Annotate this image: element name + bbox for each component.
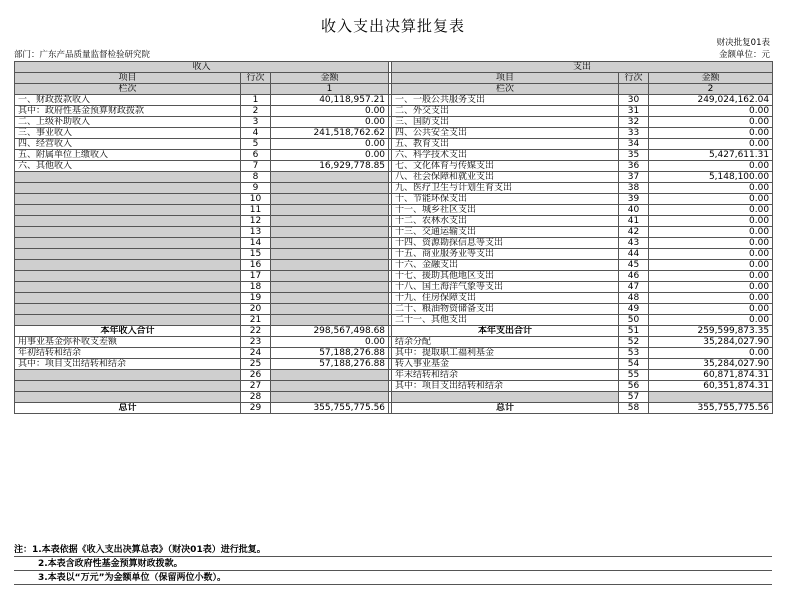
income-line-no: 1 — [241, 95, 271, 106]
income-amount — [271, 249, 389, 260]
income-amount: 0.00 — [271, 150, 389, 161]
expense-line-no: 34 — [619, 139, 649, 150]
income-item: 五、附属单位上缴收入 — [15, 150, 241, 161]
table-row — [15, 337, 773, 348]
income-amount — [271, 293, 389, 304]
income-amount — [271, 194, 389, 205]
table-row — [15, 370, 773, 381]
expense-line-no: 49 — [619, 304, 649, 315]
note-2: 2.本表含政府性基金预算财政拨款。 — [14, 557, 772, 571]
table-row — [15, 260, 773, 271]
expense-item: 十六、金融支出 — [392, 260, 619, 271]
expense-line-no: 37 — [619, 172, 649, 183]
expense-line-no: 53 — [619, 348, 649, 359]
expense-item: 十三、交通运输支出 — [392, 227, 619, 238]
expense-item: 二十一、其他支出 — [392, 315, 619, 326]
income-item: 一、财政拨款收入 — [15, 95, 241, 106]
income-line-no: 24 — [241, 348, 271, 359]
expense-item: 结余分配 — [392, 337, 619, 348]
expense-amount: 0.00 — [649, 260, 773, 271]
table-row — [15, 194, 773, 205]
income-item-header: 项目 — [15, 73, 241, 84]
table-row — [15, 139, 773, 150]
income-amount — [271, 172, 389, 183]
table-row — [15, 403, 773, 414]
income-amount — [271, 260, 389, 271]
expense-item: 年末结转和结余 — [392, 370, 619, 381]
table-row — [15, 381, 773, 392]
expense-item: 其中：提取职工福利基金 — [392, 348, 619, 359]
expense-amount: 0.00 — [649, 348, 773, 359]
expense-amount: 0.00 — [649, 205, 773, 216]
expense-item: 十四、资源勘探信息等支出 — [392, 238, 619, 249]
expense-line-no: 51 — [619, 326, 649, 337]
income-item: 本年收入合计 — [15, 326, 241, 337]
expense-line-no: 58 — [619, 403, 649, 414]
income-item — [15, 392, 241, 403]
expense-item: 十二、农林水支出 — [392, 216, 619, 227]
income-line-no: 12 — [241, 216, 271, 227]
expense-line-no: 43 — [619, 238, 649, 249]
table-row — [15, 271, 773, 282]
expense-section-header: 支出 — [392, 62, 773, 73]
income-line-no: 23 — [241, 337, 271, 348]
expense-item: 三、国防支出 — [392, 117, 619, 128]
income-line-no: 29 — [241, 403, 271, 414]
table-row — [15, 183, 773, 194]
table-row — [15, 216, 773, 227]
expense-line-no: 52 — [619, 337, 649, 348]
expense-line-no: 30 — [619, 95, 649, 106]
expense-line-no: 50 — [619, 315, 649, 326]
income-line-header: 行次 — [241, 73, 271, 84]
expense-item: 四、公共安全支出 — [392, 128, 619, 139]
income-amount — [271, 238, 389, 249]
income-item: 四、经营收入 — [15, 139, 241, 150]
income-item: 其中：项目支出结转和结余 — [15, 359, 241, 370]
table-row — [15, 161, 773, 172]
table-row — [15, 150, 773, 161]
income-line-no: 21 — [241, 315, 271, 326]
income-line-no: 27 — [241, 381, 271, 392]
expense-item: 转入事业基金 — [392, 359, 619, 370]
note-3: 3.本表以“万元”为金额单位（保留两位小数）。 — [14, 571, 772, 585]
income-item — [15, 172, 241, 183]
expense-amount: 0.00 — [649, 216, 773, 227]
expense-line-no: 56 — [619, 381, 649, 392]
income-amount: 241,518,762.62 — [271, 128, 389, 139]
income-item — [15, 194, 241, 205]
expense-amount: 0.00 — [649, 117, 773, 128]
expense-amount: 355,755,775.56 — [649, 403, 773, 414]
expense-line-header: 行次 — [619, 73, 649, 84]
income-line-no: 2 — [241, 106, 271, 117]
income-item: 三、事业收入 — [15, 128, 241, 139]
income-line-no: 28 — [241, 392, 271, 403]
expense-item: 十、节能环保支出 — [392, 194, 619, 205]
expense-item: 十五、商业服务业等支出 — [392, 249, 619, 260]
table-row — [15, 249, 773, 260]
income-item — [15, 238, 241, 249]
income-amount: 0.00 — [271, 139, 389, 150]
income-amount — [271, 271, 389, 282]
table-row — [15, 326, 773, 337]
expense-line-no: 35 — [619, 150, 649, 161]
income-amount — [271, 381, 389, 392]
expense-line-no: 32 — [619, 117, 649, 128]
column-header-row — [15, 73, 773, 84]
expense-line-no: 47 — [619, 282, 649, 293]
table-row — [15, 205, 773, 216]
department-label: 部门：广东产品质量监督检验研究院 — [14, 50, 151, 60]
income-line-no: 9 — [241, 183, 271, 194]
income-amount: 57,188,276.88 — [271, 359, 389, 370]
income-amount: 0.00 — [271, 117, 389, 128]
income-item — [15, 381, 241, 392]
expense-item: 十八、国土海洋气象等支出 — [392, 282, 619, 293]
income-item — [15, 282, 241, 293]
income-amount: 298,567,498.68 — [271, 326, 389, 337]
expense-item-header: 项目 — [392, 73, 619, 84]
income-line-no: 22 — [241, 326, 271, 337]
expense-line-no: 44 — [619, 249, 649, 260]
expense-item: 总计 — [392, 403, 619, 414]
table-row — [15, 392, 773, 403]
expense-amount: 5,427,611.31 — [649, 150, 773, 161]
income-line-no: 4 — [241, 128, 271, 139]
expense-line-no: 31 — [619, 106, 649, 117]
expense-amount: 60,871,874.31 — [649, 370, 773, 381]
expense-amount: 259,599,873.35 — [649, 326, 773, 337]
expense-amount — [649, 392, 773, 403]
income-line-no: 17 — [241, 271, 271, 282]
income-amount: 0.00 — [271, 106, 389, 117]
table-row — [15, 293, 773, 304]
expense-line-no: 40 — [619, 205, 649, 216]
income-amount — [271, 304, 389, 315]
income-line-no: 3 — [241, 117, 271, 128]
income-expense-table — [14, 61, 773, 414]
income-item — [15, 249, 241, 260]
income-item — [15, 304, 241, 315]
income-amount — [271, 183, 389, 194]
income-line-no: 19 — [241, 293, 271, 304]
table-row — [15, 117, 773, 128]
income-line-no: 25 — [241, 359, 271, 370]
expense-item — [392, 392, 619, 403]
section-header-row — [15, 62, 773, 73]
amount-unit: 金额单位：元 — [718, 50, 770, 60]
table-row — [15, 315, 773, 326]
table-row — [15, 238, 773, 249]
income-column-label: 栏次 — [15, 84, 241, 95]
table-row — [15, 359, 773, 370]
expense-item: 十九、住房保障支出 — [392, 293, 619, 304]
income-item: 年初结转和结余 — [15, 348, 241, 359]
expense-amount: 0.00 — [649, 293, 773, 304]
income-amount — [271, 315, 389, 326]
form-code: 财决批复01表 — [716, 38, 770, 48]
income-line-no: 20 — [241, 304, 271, 315]
expense-line-no: 41 — [619, 216, 649, 227]
income-item: 用事业基金弥补收支差额 — [15, 337, 241, 348]
expense-line-no: 46 — [619, 271, 649, 282]
income-amount: 16,929,778.85 — [271, 161, 389, 172]
income-item — [15, 271, 241, 282]
expense-amount: 0.00 — [649, 271, 773, 282]
expense-item: 十一、城乡社区支出 — [392, 205, 619, 216]
expense-item: 二、外交支出 — [392, 106, 619, 117]
expense-line-no: 45 — [619, 260, 649, 271]
income-item — [15, 260, 241, 271]
income-section-header: 收入 — [15, 62, 389, 73]
income-item: 六、其他收入 — [15, 161, 241, 172]
table-row — [15, 172, 773, 183]
income-item — [15, 205, 241, 216]
income-line-no: 13 — [241, 227, 271, 238]
expense-line-no: 36 — [619, 161, 649, 172]
table-row — [15, 348, 773, 359]
income-item — [15, 183, 241, 194]
table-row — [15, 282, 773, 293]
income-line-no: 6 — [241, 150, 271, 161]
expense-item: 六、科学技术支出 — [392, 150, 619, 161]
expense-amount: 0.00 — [649, 249, 773, 260]
income-line-no: 26 — [241, 370, 271, 381]
expense-line-no: 48 — [619, 293, 649, 304]
income-item — [15, 216, 241, 227]
expense-amount: 0.00 — [649, 128, 773, 139]
income-item: 总计 — [15, 403, 241, 414]
expense-line-no: 33 — [619, 128, 649, 139]
income-item — [15, 227, 241, 238]
table-row — [15, 128, 773, 139]
income-amount — [271, 392, 389, 403]
income-line-no: 7 — [241, 161, 271, 172]
income-line-no: 5 — [241, 139, 271, 150]
expense-item: 本年支出合计 — [392, 326, 619, 337]
expense-item: 九、医疗卫生与计划生育支出 — [392, 183, 619, 194]
expense-line-no: 54 — [619, 359, 649, 370]
table-row — [15, 227, 773, 238]
expense-item: 五、教育支出 — [392, 139, 619, 150]
table-row — [15, 106, 773, 117]
income-amount: 57,188,276.88 — [271, 348, 389, 359]
income-column-number: 1 — [271, 84, 389, 95]
table-row — [15, 95, 773, 106]
income-amount — [271, 370, 389, 381]
income-amount — [271, 282, 389, 293]
income-amount — [271, 216, 389, 227]
income-item — [15, 293, 241, 304]
expense-amount: 0.00 — [649, 106, 773, 117]
income-line-no: 15 — [241, 249, 271, 260]
income-amount: 355,755,775.56 — [271, 403, 389, 414]
expense-amount: 0.00 — [649, 194, 773, 205]
expense-amount: 249,024,162.04 — [649, 95, 773, 106]
column-number-row — [15, 84, 773, 95]
expense-amount: 35,284,027.90 — [649, 359, 773, 370]
income-line-no: 18 — [241, 282, 271, 293]
expense-item: 其中：项目支出结转和结余 — [392, 381, 619, 392]
income-line-no: 10 — [241, 194, 271, 205]
expense-amount: 60,351,874.31 — [649, 381, 773, 392]
income-line-no: 11 — [241, 205, 271, 216]
expense-item: 七、文化体育与传媒支出 — [392, 161, 619, 172]
expense-item: 十七、援助其他地区支出 — [392, 271, 619, 282]
note-1: 注：1.本表依据《收入支出决算总表》（财决01表）进行批复。 — [14, 543, 772, 557]
expense-amount: 0.00 — [649, 161, 773, 172]
expense-amount: 5,148,100.00 — [649, 172, 773, 183]
income-amount — [271, 205, 389, 216]
income-item — [15, 370, 241, 381]
income-amount: 0.00 — [271, 337, 389, 348]
expense-item: 八、社会保障和就业支出 — [392, 172, 619, 183]
table-row — [15, 304, 773, 315]
expense-amount: 0.00 — [649, 183, 773, 194]
expense-line-no: 57 — [619, 392, 649, 403]
income-item — [15, 315, 241, 326]
income-line-no: 8 — [241, 172, 271, 183]
page-title: 收入支出决算批复表 — [320, 17, 465, 35]
income-line-no: 14 — [241, 238, 271, 249]
expense-amount: 0.00 — [649, 238, 773, 249]
expense-amount-header: 金额 — [649, 73, 773, 84]
expense-line-no: 39 — [619, 194, 649, 205]
expense-item: 一、一般公共服务支出 — [392, 95, 619, 106]
expense-item: 二十、粮油物资储备支出 — [392, 304, 619, 315]
expense-amount: 35,284,027.90 — [649, 337, 773, 348]
income-amount: 40,118,957.21 — [271, 95, 389, 106]
expense-column-number: 2 — [649, 84, 773, 95]
expense-amount: 0.00 — [649, 304, 773, 315]
income-line-no: 16 — [241, 260, 271, 271]
expense-amount: 0.00 — [649, 315, 773, 326]
expense-line-no: 38 — [619, 183, 649, 194]
income-item: 二、上级补助收入 — [15, 117, 241, 128]
expense-amount: 0.00 — [649, 282, 773, 293]
notes — [14, 543, 772, 585]
expense-column-label: 栏次 — [392, 84, 619, 95]
expense-line-no: 42 — [619, 227, 649, 238]
expense-amount: 0.00 — [649, 139, 773, 150]
income-amount — [271, 227, 389, 238]
expense-line-no: 55 — [619, 370, 649, 381]
income-amount-header: 金额 — [271, 73, 389, 84]
expense-amount: 0.00 — [649, 227, 773, 238]
income-item: 其中：政府性基金预算财政拨款 — [15, 106, 241, 117]
